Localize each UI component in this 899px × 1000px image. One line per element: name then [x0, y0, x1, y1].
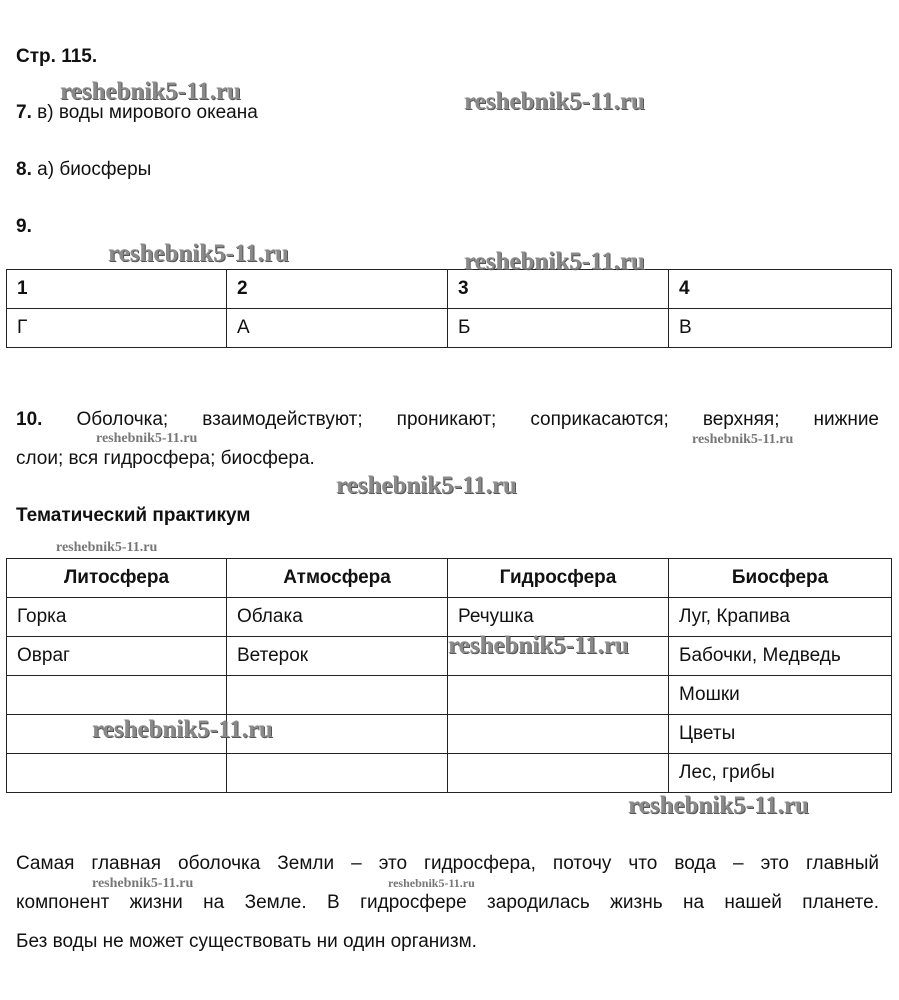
table-header-cell: 4 [669, 270, 892, 309]
watermark: reshebnik5-11.ru [92, 716, 273, 743]
watermark: reshebnik5-11.ru [108, 240, 289, 267]
page-title: Стр. 115. [16, 46, 98, 67]
table-cell: Облака [227, 598, 448, 637]
watermark: reshebnik5-11.ru [336, 472, 517, 499]
question-9-number: 9. [16, 216, 32, 237]
table-cell [448, 754, 669, 793]
question-10-line-2: слои; вся гидросфера; биосфера. [16, 448, 315, 469]
watermark: reshebnik5-11.ru [692, 432, 794, 447]
question-7-number: 7. [16, 102, 32, 123]
table-cell: В [669, 309, 892, 348]
question-8 [16, 159, 151, 181]
watermark: reshebnik5-11.ru [96, 431, 198, 446]
table-cell: Цветы [669, 715, 892, 754]
table-header-cell: Литосфера [7, 559, 227, 598]
table-cell [227, 676, 448, 715]
question-8-answer: а) биосферы [37, 159, 152, 180]
table-cell [227, 754, 448, 793]
conclusion-line-1: Самая главная оболочка Земли – это гидросфера, поточу что вода – это главный [16, 853, 879, 874]
table-header-cell: 3 [448, 270, 669, 309]
question-10-line-1 [16, 409, 879, 431]
watermark: reshebnik5-11.ru [628, 792, 809, 819]
practicum-table [6, 558, 892, 793]
table-cell: Овраг [7, 637, 227, 676]
watermark: reshebnik5-11.ru [60, 78, 241, 105]
table-header-cell: 1 [7, 270, 227, 309]
table-row [7, 598, 892, 637]
table-cell: Луг, Крапива [669, 598, 892, 637]
question-8-number: 8. [16, 159, 32, 180]
question-7-answer: в) воды мирового океана [37, 102, 258, 123]
watermark: reshebnik5-11.ru [388, 876, 475, 890]
table-cell: Б [448, 309, 669, 348]
question-10-text: Оболочка; взаимодействуют; проникают; соприкасаются; верхняя; нижние [76, 409, 880, 430]
table-header-cell: Атмосфера [227, 559, 448, 598]
table-row [7, 309, 892, 348]
table-header-cell: 2 [227, 270, 448, 309]
watermark: reshebnik5-11.ru [92, 876, 194, 891]
table-cell [7, 754, 227, 793]
table-row [7, 676, 892, 715]
table-cell: Бабочки, Медведь [669, 637, 892, 676]
watermark: reshebnik5-11.ru [56, 540, 158, 555]
table-cell: Мошки [669, 676, 892, 715]
question-9-table [6, 269, 892, 348]
table-cell [448, 715, 669, 754]
watermark: reshebnik5-11.ru [464, 248, 645, 275]
table-row [7, 754, 892, 793]
table-header-row [7, 270, 892, 309]
table-cell: А [227, 309, 448, 348]
table-cell [448, 676, 669, 715]
table-cell: Ветерок [227, 637, 448, 676]
table-cell: Речушка [448, 598, 669, 637]
practicum-title: Тематический практикум [16, 505, 251, 526]
watermark: reshebnik5-11.ru [448, 632, 629, 659]
question-10-number: 10. [16, 409, 43, 430]
table-cell: Лес, грибы [669, 754, 892, 793]
table-header-cell: Гидросфера [448, 559, 669, 598]
table-cell [7, 676, 227, 715]
conclusion-line-3: Без воды не может существовать ни один организм. [16, 931, 477, 952]
table-header-cell: Биосфера [669, 559, 892, 598]
table-cell: Горка [7, 598, 227, 637]
watermark: reshebnik5-11.ru [464, 88, 645, 115]
conclusion-line-2: компонент жизни на Земле. В гидросфере зародилась жизнь на нашей планете. [16, 892, 879, 913]
table-header-row [7, 559, 892, 598]
table-cell: Г [7, 309, 227, 348]
